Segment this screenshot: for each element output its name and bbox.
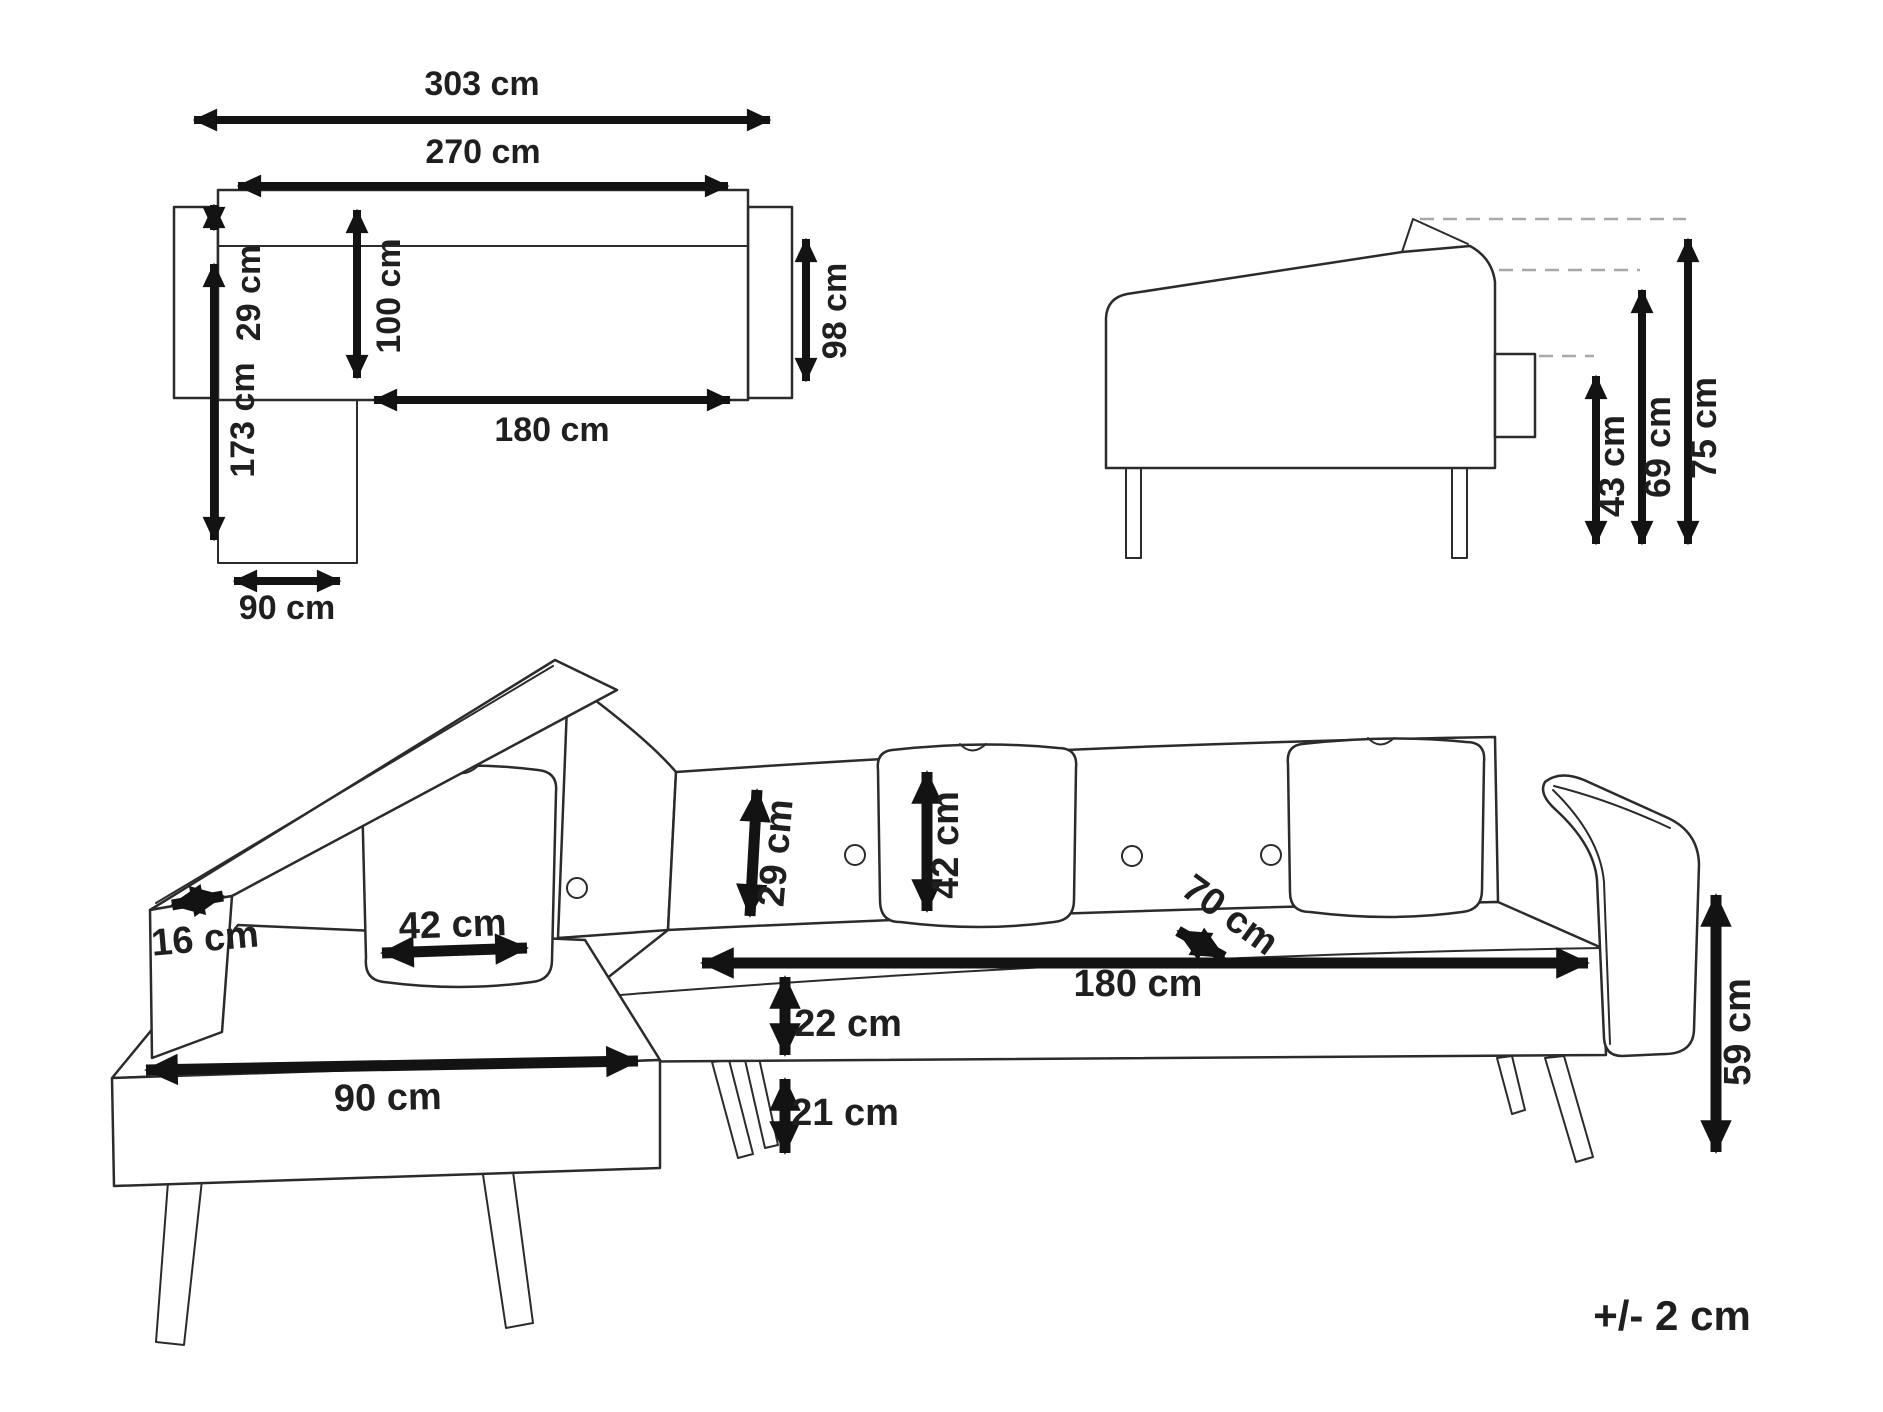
side-back-bracket (1495, 354, 1535, 437)
seat-leg-right-front (1545, 1056, 1593, 1162)
side-label-back-height: 69 cm (1637, 395, 1678, 499)
plan-label-back-depth: 29 cm (230, 244, 268, 342)
front-label-chaise-depth: 90 cm (333, 1076, 443, 1120)
plan-label-body-depth: 100 cm (370, 238, 408, 354)
side-leg-right (1452, 468, 1467, 558)
front-label-armrest-height: 59 cm (1717, 978, 1759, 1086)
chaise-leg-right (482, 1164, 533, 1328)
plan-label-chaise-length: 173 cm (224, 362, 262, 478)
tolerance-note: +/- 2 cm (1593, 1292, 1751, 1339)
pillow-middle-body (878, 744, 1076, 927)
plan-label-side-depth: 98 cm (816, 262, 854, 360)
side-leg-left (1126, 468, 1141, 558)
side-view (1106, 219, 1724, 558)
side-label-seat-height: 43 cm (1591, 414, 1632, 518)
seat-leg-left-front (712, 1060, 753, 1158)
front-label-pillow-width: 42 cm (398, 902, 508, 948)
front-label-armrest-width: 16 cm (149, 913, 261, 965)
plan-right-armrest (748, 207, 792, 398)
plan-label-chaise-width: 90 cm (238, 589, 336, 627)
perspective-view (112, 660, 1759, 1345)
plan-label-inner-width: 270 cm (425, 133, 541, 171)
pillow-middle (878, 744, 1076, 927)
chaise-backrest (558, 680, 676, 938)
seat-leg-left-rear (745, 1058, 778, 1148)
pillow-right-body (1288, 738, 1484, 917)
plan-main-body (218, 190, 748, 400)
front-label-base-height: 22 cm (794, 1003, 902, 1045)
side-body (1106, 246, 1495, 468)
chaise-leg-left (156, 1180, 202, 1345)
plan-label-seat-length: 180 cm (494, 411, 610, 449)
front-arrow-pillow-width (382, 948, 527, 953)
front-label-pillow-height: 42 cm (925, 791, 967, 899)
front-label-seat-width: 180 cm (1073, 963, 1203, 1005)
seat-leg-right-rear (1497, 1056, 1525, 1114)
plan-view (174, 65, 854, 627)
side-label-total-height: 75 cm (1683, 376, 1724, 480)
pillow-right (1288, 738, 1484, 917)
front-label-leg-height: 21 cm (791, 1092, 899, 1134)
plan-label-total-width: 303 cm (424, 65, 540, 103)
front-label-back-cushion-height: 29 cm (750, 797, 802, 909)
front-label-seat-depth: 70 cm (1174, 866, 1286, 964)
